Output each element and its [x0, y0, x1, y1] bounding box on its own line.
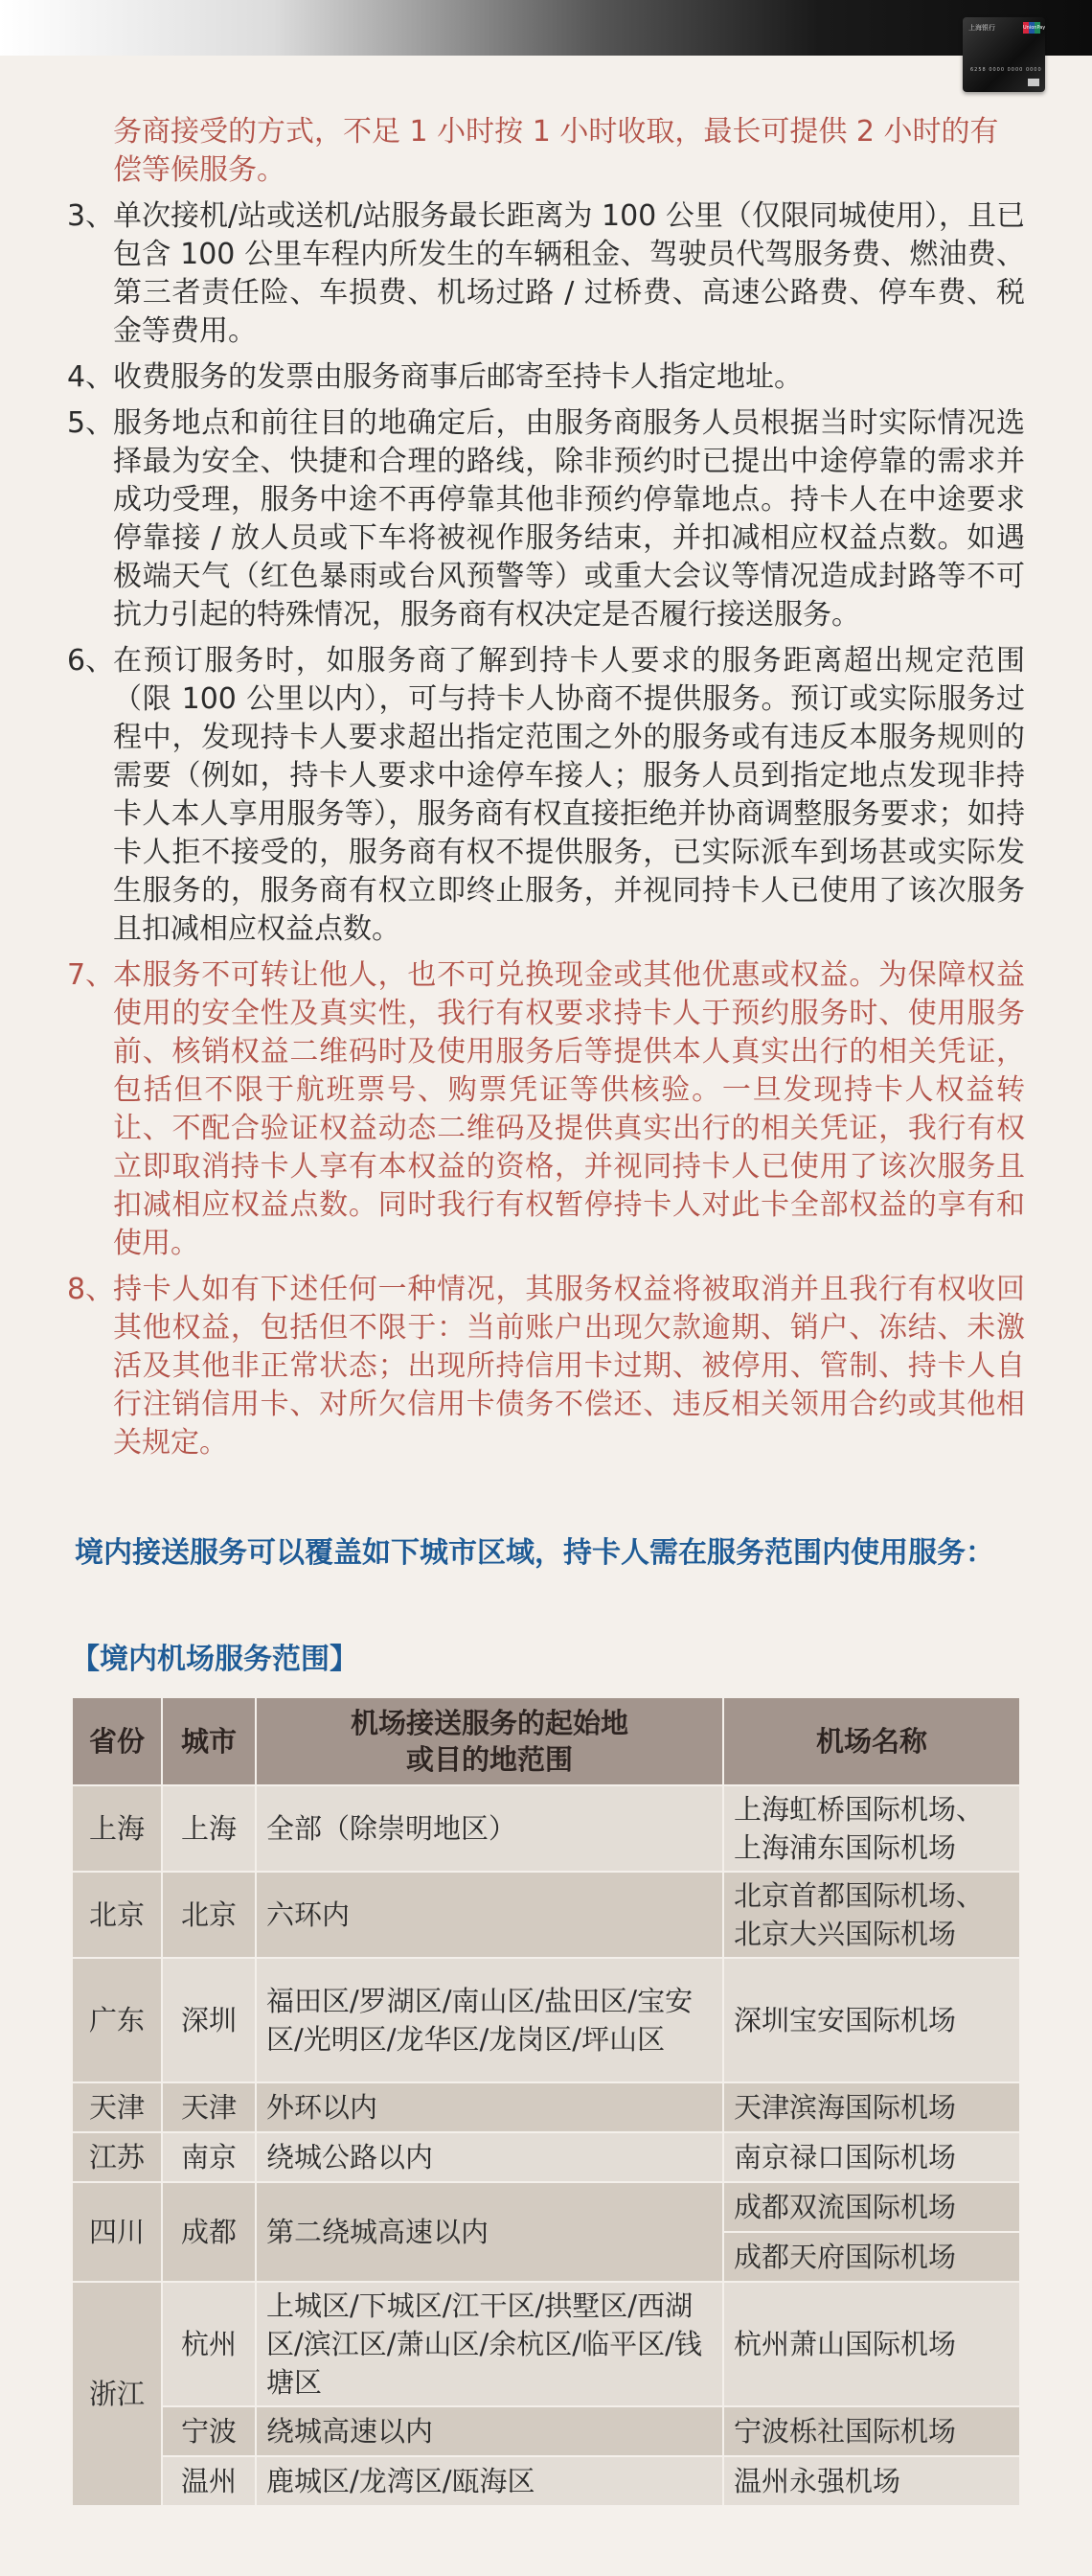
cell-city: 天津	[162, 2082, 256, 2132]
term-item-3	[67, 197, 1025, 351]
cell-province: 浙江	[72, 2282, 162, 2506]
table-title: 【境内机场服务范围】	[71, 1643, 358, 1676]
card-brand-mark	[1028, 79, 1039, 86]
cell-province: 北京	[72, 1872, 162, 1958]
cell-airport: 南京禄口国际机场	[723, 2132, 1020, 2182]
cell-airport: 北京首都国际机场、 北京大兴国际机场	[723, 1872, 1020, 1958]
cell-airport: 宁波栎社国际机场	[723, 2406, 1020, 2456]
cell-city: 南京	[162, 2132, 256, 2182]
cell-city: 温州	[162, 2456, 256, 2506]
cell-airport: 深圳宝安国际机场	[723, 1958, 1020, 2082]
term-text: 持卡人如有下述任何一种情况，其服务权益将被取消并且我行有权收回其他权益，包括但不限于：当前账户出现欠款逾期、销户、冻结、未激活及其他非正常状态；出现所持信用卡过期、被停用、管制、持卡人自行注销信用卡、对所欠信用卡债务不偿还、违反相关领用合约或其他相关规定。	[113, 1273, 1025, 1460]
cell-range: 第二绕城高速以内	[256, 2182, 723, 2282]
term-text: 本服务不可转让他人，也不可兑换现金或其他优惠或权益。为保障权益使用的安全性及真实性，我行有权要求持卡人于预约服务时、使用服务前、核销权益二维码时及使用服务后等提供本人真实出行的相关凭证，包括但不限于航班票号、购票凭证等供核验。一旦发现持卡人权益转让、不配合验证权益动态二维码及提供真实出行的相关凭证，我行有权立即取消持卡人享有本权益的资格，并视同持卡人已使用了该次服务且扣减相应权益点数。同时我行有权暂停持卡人对此卡全部权益的享有和使用。	[113, 958, 1025, 1260]
table-row	[72, 1872, 1020, 1958]
term-item-5	[67, 404, 1025, 634]
coverage-note: 境内接送服务可以覆盖如下城市区域，持卡人需在服务范围内使用服务：	[75, 1536, 994, 1570]
cell-airport: 杭州萧山国际机场	[723, 2282, 1020, 2406]
top-banner	[0, 0, 1092, 56]
cell-airport: 温州永强机场	[723, 2456, 1020, 2506]
credit-card-thumbnail	[963, 17, 1045, 92]
header-range: 机场接送服务的起始地 或目的地范围	[256, 1697, 723, 1785]
table-row	[72, 2406, 1020, 2456]
cell-airport: 成都双流国际机场	[723, 2182, 1020, 2232]
term-item-4	[67, 358, 1025, 397]
cell-city: 宁波	[162, 2406, 256, 2456]
cell-range: 鹿城区/龙湾区/瓯海区	[256, 2456, 723, 2506]
cell-airport: 成都天府国际机场	[723, 2232, 1020, 2282]
table-header-row	[72, 1697, 1020, 1785]
term-number: 4、	[67, 360, 115, 394]
term-number: 8、	[67, 1273, 115, 1306]
header-airport: 机场名称	[723, 1697, 1020, 1785]
cell-range: 绕城公路以内	[256, 2132, 723, 2182]
term-item-6	[67, 642, 1025, 949]
cell-province: 上海	[72, 1785, 162, 1872]
cell-province: 四川	[72, 2182, 162, 2282]
cell-city: 成都	[162, 2182, 256, 2282]
header-city: 城市	[162, 1697, 256, 1785]
cell-airport: 天津滨海国际机场	[723, 2082, 1020, 2132]
term-number: 6、	[67, 644, 115, 678]
cell-city: 北京	[162, 1872, 256, 1958]
table-row	[72, 2082, 1020, 2132]
term-number: 7、	[67, 958, 115, 992]
term-text: 收费服务的发票由服务商事后邮寄至持卡人指定地址。	[113, 360, 803, 394]
term-number: 5、	[67, 406, 115, 440]
cell-province: 天津	[72, 2082, 162, 2132]
table-row	[72, 2132, 1020, 2182]
cell-province: 广东	[72, 1958, 162, 2082]
term-number: 3、	[67, 199, 115, 233]
cell-city: 上海	[162, 1785, 256, 1872]
table-row	[72, 2456, 1020, 2506]
table-row	[72, 2182, 1020, 2232]
cell-city: 深圳	[162, 1958, 256, 2082]
cell-range: 全部（除崇明地区）	[256, 1785, 723, 1872]
term-item-7	[67, 956, 1025, 1263]
table-row	[72, 1785, 1020, 1872]
term-item-8	[67, 1271, 1025, 1462]
term-text: 服务地点和前往目的地确定后，由服务商服务人员根据当时实际情况选择最为安全、快捷和合理的路线，除非预约时已提出中途停靠的需求并成功受理，服务中途不再停靠其他非预约停靠地点。持卡人在中途要求停靠接 / 放人员或下车将被视作服务结束，并扣减相应权益点数。如遇极端天气（红色暴雨或台风预警等）或重大会议等情况造成封路等不可抗力引起的特殊情况，服务商有权决定是否履行接送服务。	[113, 406, 1025, 632]
cell-range: 绕城高速以内	[256, 2406, 723, 2456]
card-number: 6258 0000 0000 0000	[970, 67, 1042, 73]
cell-airport: 上海虹桥国际机场、 上海浦东国际机场	[723, 1785, 1020, 1872]
term-text: 单次接机/站或送机/站服务最长距离为 100 公里（仅限同城使用），且已包含 100 公里车程内所发生的车辆租金、驾驶员代驾服务费、燃油费、第三者责任险、车损费、机场过路 / 过桥费、高速公路费、停车费、税金等费用。	[113, 199, 1025, 348]
terms-content	[67, 113, 1025, 1470]
cell-range: 六环内	[256, 1872, 723, 1958]
header-province: 省份	[72, 1697, 162, 1785]
airport-service-table	[71, 1696, 1021, 2507]
table-row	[72, 2282, 1020, 2406]
unionpay-logo: UnionPay	[1023, 22, 1040, 34]
card-bank-name: 上海银行	[968, 24, 995, 32]
cell-range: 上城区/下城区/江干区/拱墅区/西湖区/滨江区/萧山区/余杭区/临平区/钱塘区	[256, 2282, 723, 2406]
continuation-text: 务商接受的方式，不足 1 小时按 1 小时收取，最长可提供 2 小时的有偿等候服务。	[113, 115, 999, 187]
term-text: 在预订服务时，如服务商了解到持卡人要求的服务距离超出规定范围（限 100 公里以内），可与持卡人协商不提供服务。预订或实际服务过程中，发现持卡人要求超出指定范围之外的服务或有违反本服务规则的需要（例如，持卡人要求中途停车接人；服务人员到指定地点发现非持卡人本人享用服务等），服务商有权直接拒绝并协商调整服务要求；如持卡人拒不接受的，服务商有权不提供服务，已实际派车到场甚或实际发生服务的，服务商有权立即终止服务，并视同持卡人已使用了该次服务且扣减相应权益点数。	[113, 644, 1025, 946]
cell-province: 江苏	[72, 2132, 162, 2182]
table-row	[72, 1958, 1020, 2082]
cell-city: 杭州	[162, 2282, 256, 2406]
cell-range: 外环以内	[256, 2082, 723, 2132]
cell-range: 福田区/罗湖区/南山区/盐田区/宝安区/光明区/龙华区/龙岗区/坪山区	[256, 1958, 723, 2082]
